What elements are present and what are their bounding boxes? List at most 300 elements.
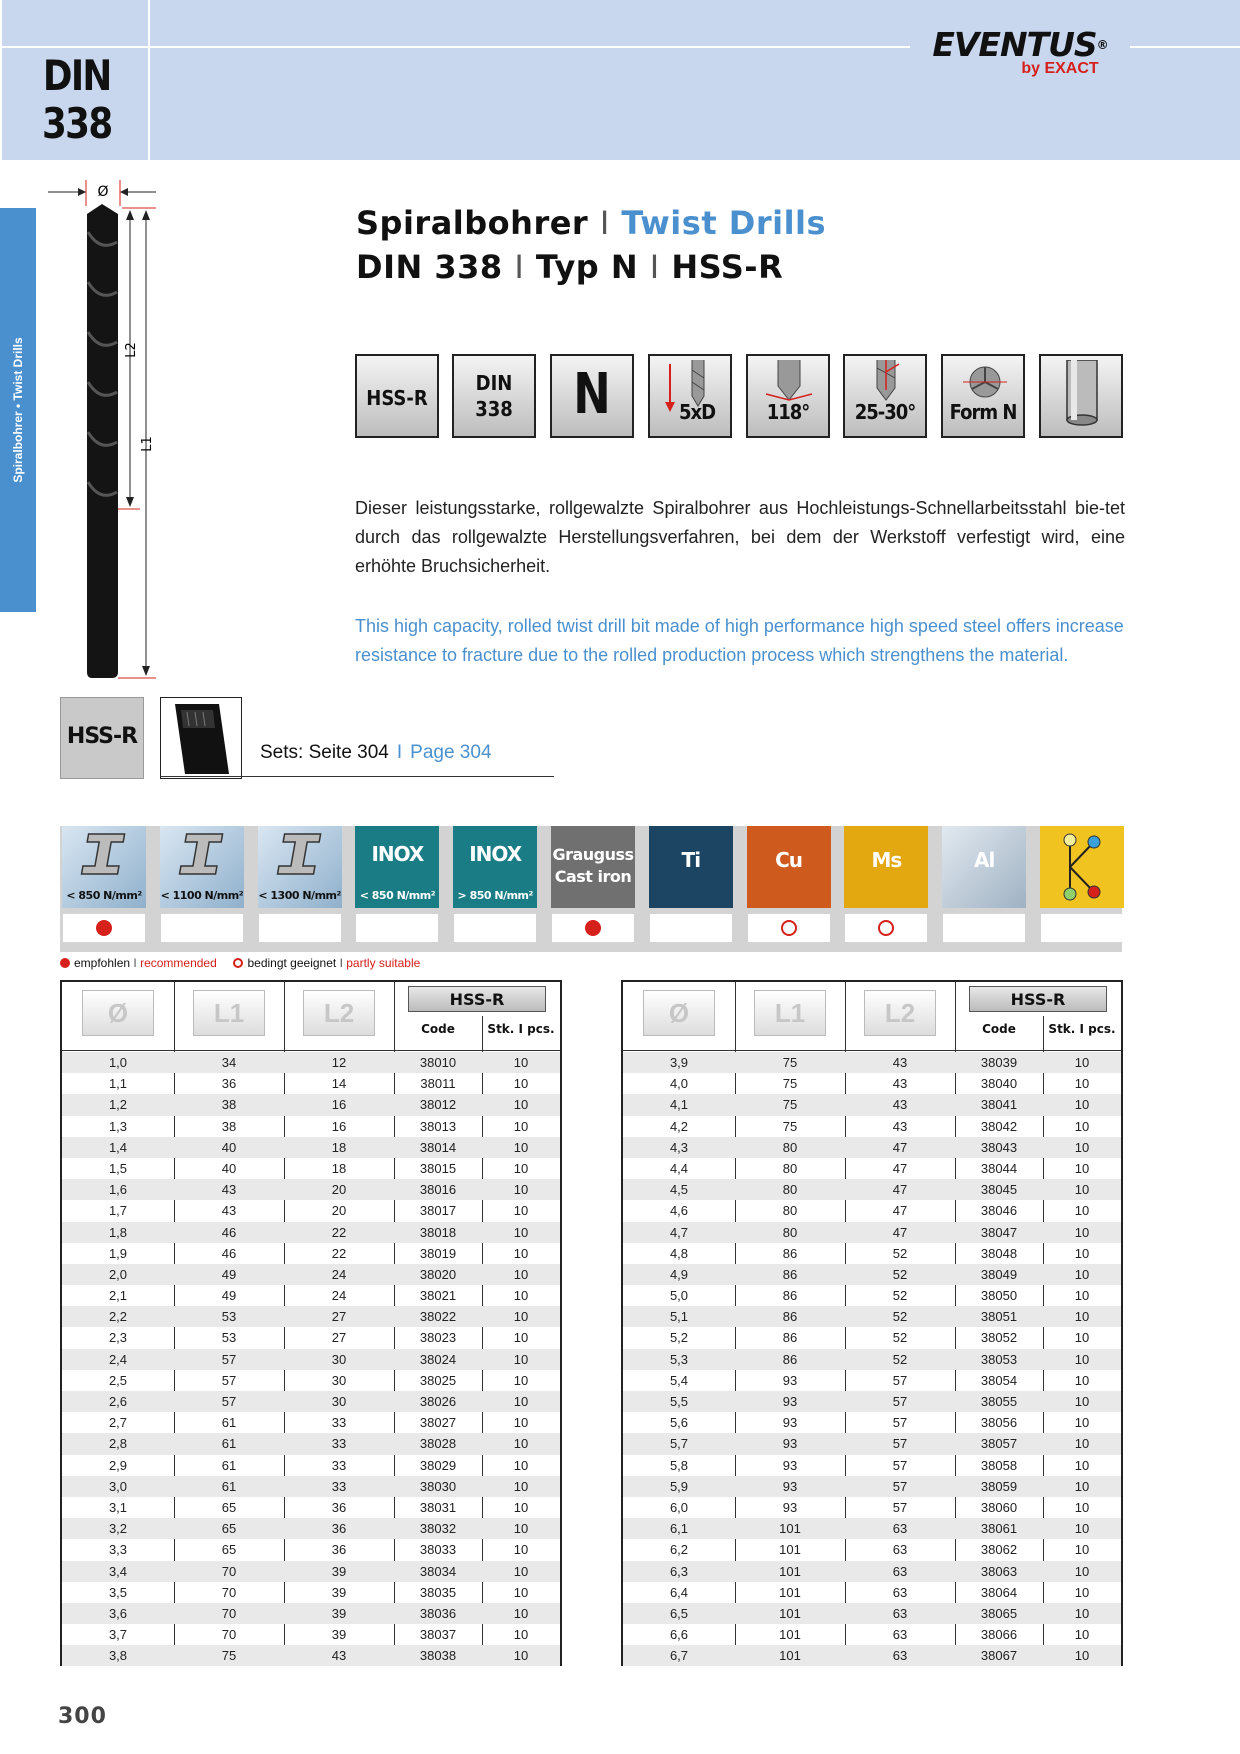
col-diameter-cell: 1,3: [108, 1118, 128, 1134]
col-diameter-label: Ø: [643, 990, 715, 1036]
col-pcs-cell: 10: [513, 1055, 529, 1070]
col-code-cell: 38048: [980, 1245, 1018, 1261]
col-l2-label: L2: [303, 990, 375, 1036]
l1-label: L1: [140, 436, 155, 452]
col-diameter-cell: 4,0: [669, 1076, 689, 1092]
col-pcs-cell: 10: [1074, 1563, 1090, 1579]
col-l1-cell: 36: [221, 1076, 237, 1092]
col-l2-cell: 63: [892, 1648, 908, 1664]
col-l2-cell: 14: [331, 1076, 347, 1092]
col-l2-cell: 57: [892, 1415, 908, 1431]
col-diameter-cell: 4,1: [669, 1097, 689, 1113]
col-l1-cell: 93: [782, 1394, 798, 1409]
col-diameter-cell: 3,8: [108, 1648, 128, 1664]
col-l1-cell: 75: [782, 1055, 798, 1070]
col-l1-cell: 53: [221, 1309, 237, 1325]
col-l2-cell: 20: [331, 1203, 347, 1219]
col-l2-cell: 63: [892, 1542, 908, 1558]
col-code-cell: 38014: [419, 1139, 457, 1155]
col-pcs-cell: 10: [513, 1394, 529, 1409]
col-pcs-cell: 10: [513, 1182, 529, 1198]
col-pcs-cell: 10: [1074, 1139, 1090, 1155]
col-code-cell: 38029: [419, 1457, 457, 1473]
col-pcs-cell: 10: [1074, 1372, 1090, 1388]
col-l1-cell: 80: [782, 1139, 798, 1155]
col-diameter-header: [623, 982, 735, 1052]
col-code-cell: 38044: [980, 1160, 1018, 1176]
partly-ring-icon: [233, 958, 243, 968]
table-row: [623, 1455, 1121, 1476]
col-l1-cell: 43: [221, 1182, 237, 1198]
material-strength: < 1300 N/mm²: [258, 889, 341, 902]
table-row: [62, 1561, 560, 1582]
col-l1-cell: 75: [782, 1097, 798, 1113]
icon-shank: [1039, 354, 1123, 438]
col-diameter-cell: 4,8: [669, 1245, 689, 1261]
col-l2-cell: 22: [331, 1245, 347, 1261]
col-l1-cell: 70: [221, 1627, 237, 1643]
partly-suitable-ring-icon: [781, 920, 797, 936]
col-code-cell: 38010: [419, 1055, 457, 1070]
col-l1-cell: 40: [221, 1139, 237, 1155]
material-strength: < 850 N/mm²: [359, 889, 436, 902]
steel-beam-icon: [258, 826, 342, 886]
icon-form-n-label: Form N: [949, 400, 1017, 424]
col-l1-cell: 65: [221, 1499, 237, 1515]
steel-beam-icon: [160, 826, 244, 886]
col-pcs-cell: 10: [1074, 1288, 1090, 1304]
col-code-cell: 38022: [419, 1309, 457, 1325]
col-l2-cell: 52: [892, 1309, 908, 1325]
table-row: [62, 1158, 560, 1179]
icon-form-n: [941, 354, 1025, 438]
col-l2-cell: 52: [892, 1330, 908, 1346]
table-row: [623, 1370, 1121, 1391]
col-code-cell: 38012: [419, 1097, 457, 1113]
col-l1-cell: 86: [782, 1351, 798, 1367]
col-code-cell: 38013: [419, 1118, 457, 1134]
col-l1-cell: 93: [782, 1436, 798, 1452]
col-code-cell: 38042: [980, 1118, 1018, 1134]
col-diameter-cell: 3,4: [108, 1563, 128, 1579]
col-l2-cell: 57: [892, 1394, 908, 1409]
col-l2-cell: 63: [892, 1605, 908, 1621]
col-code-cell: 38040: [980, 1076, 1018, 1092]
col-pcs-cell: 10: [1074, 1584, 1090, 1600]
legend-sep2: I: [339, 956, 343, 970]
col-diameter-cell: 5,2: [669, 1330, 689, 1346]
material-label: Ms: [871, 848, 902, 872]
col-pcs-cell: 10: [513, 1245, 529, 1261]
table-row: [623, 1094, 1121, 1115]
col-pcs-cell: 10: [1074, 1648, 1090, 1664]
col-code-cell: 38037: [419, 1627, 457, 1643]
table-row: [623, 1264, 1121, 1285]
helix-angle-icon: [855, 360, 917, 404]
col-diameter-cell: 3,9: [669, 1055, 689, 1070]
plastics-molecule-icon: [1040, 826, 1124, 908]
col-diameter-cell: 5,9: [669, 1478, 689, 1494]
icon-type-n: [550, 354, 634, 438]
col-code-cell: 38038: [419, 1648, 457, 1664]
form-n-icon: [959, 360, 1009, 400]
title-line1: [356, 204, 826, 242]
col-code-cell: 38018: [419, 1224, 457, 1240]
drill-set-image: [160, 697, 242, 779]
suitability-cell: [63, 914, 145, 942]
table-row: [623, 1518, 1121, 1539]
title-line2: [356, 248, 783, 286]
table-row: [62, 1476, 560, 1497]
col-l2-cell: 39: [331, 1584, 347, 1600]
table-row: [62, 1370, 560, 1391]
col-l2-cell: 33: [331, 1415, 347, 1431]
table-row: [623, 1645, 1121, 1666]
col-code-cell: 38039: [980, 1055, 1018, 1070]
icon-point-angle: [746, 354, 830, 438]
col-diameter-cell: 3,6: [108, 1605, 128, 1621]
col-l1-cell: 93: [782, 1457, 798, 1473]
table-row: [62, 1285, 560, 1306]
col-code-cell: 38017: [419, 1203, 457, 1219]
col-code-cell: 38043: [980, 1139, 1018, 1155]
sets-underline: [160, 776, 554, 777]
suitability-cell: [650, 914, 732, 942]
title-sep: I: [599, 204, 610, 242]
col-pcs-cell: 10: [1074, 1542, 1090, 1558]
col-l1-cell: 38: [221, 1097, 237, 1113]
col-l2-cell: 12: [331, 1055, 347, 1070]
table-row: [623, 1116, 1121, 1137]
recommended-dot-icon: [585, 920, 601, 936]
col-l2-cell: 63: [892, 1521, 908, 1537]
col-pcs-cell: 10: [1074, 1309, 1090, 1325]
material-inox-850-below: [355, 826, 439, 908]
col-l2-cell: 27: [331, 1330, 347, 1346]
pcs-label: Stk. I pcs.: [1048, 1022, 1116, 1036]
steel-beam-icon: [62, 826, 146, 886]
header-band: [0, 0, 1240, 160]
icon-din-label: DIN 338: [475, 371, 513, 421]
col-code-cell: 38049: [980, 1266, 1018, 1282]
col-pcs-cell: 10: [513, 1076, 529, 1092]
description-de: Dieser leistungsstarke, rollgewalzte Spiralbohrer aus Hochleistungs-Schnellarbeitsstahl bie-tet durch das rollgewalzte Herstellungsverfahren, bei dem der Werkstoff verfestigt wird, eine erhöhte Bruchsicherheit.: [355, 498, 1125, 576]
col-diameter-cell: 2,3: [108, 1330, 128, 1346]
drill-case-icon: [161, 698, 241, 778]
col-l1-cell: 101: [779, 1563, 801, 1579]
icon-type-n-label: N: [573, 362, 611, 427]
icon-depth-5xd: [648, 354, 732, 438]
col-l1-cell: 46: [221, 1224, 237, 1240]
col-l1-cell: 65: [221, 1542, 237, 1558]
recommended-dot-icon: [96, 920, 112, 936]
col-l2-cell: 24: [331, 1266, 347, 1282]
col-l2-cell: 39: [331, 1563, 347, 1579]
col-pcs-cell: 10: [1074, 1224, 1090, 1240]
table-left: [60, 980, 562, 1666]
col-l1-cell: 80: [782, 1224, 798, 1240]
col-l2-header: [284, 982, 394, 1052]
col-diameter-cell: 1,9: [108, 1245, 128, 1261]
table-row: [623, 1222, 1121, 1243]
legend-part-de: bedingt geeignet: [247, 956, 337, 970]
col-l2-cell: 39: [331, 1605, 347, 1621]
col-code-cell: 38019: [419, 1245, 457, 1261]
col-code-cell: 38026: [419, 1394, 457, 1409]
table-row: [62, 1539, 560, 1560]
col-code-cell: 38034: [419, 1563, 457, 1579]
col-pcs-cell: 10: [513, 1542, 529, 1558]
table-row: [623, 1539, 1121, 1560]
col-l1-cell: 80: [782, 1182, 798, 1198]
material-label: Ti: [681, 848, 701, 872]
col-diameter-cell: 1,2: [108, 1097, 128, 1113]
sets-reference[interactable]: [260, 742, 492, 764]
eventus-logo: [910, 25, 1130, 77]
din-line1: DIN: [42, 51, 111, 100]
col-code-cell: 38062: [980, 1542, 1018, 1558]
suitability-cell: [552, 914, 634, 942]
col-l1-cell: 57: [221, 1394, 237, 1409]
col-diameter-cell: 1,6: [108, 1182, 128, 1198]
col-l1-cell: 93: [782, 1372, 798, 1388]
col-diameter-cell: 1,5: [108, 1160, 128, 1176]
col-diameter-cell: 1,7: [108, 1203, 128, 1219]
col-diameter-label: Ø: [82, 990, 154, 1036]
col-l2-cell: 52: [892, 1288, 908, 1304]
col-pcs-cell: 10: [513, 1436, 529, 1452]
logo-registered: ®: [1096, 38, 1108, 52]
col-pcs-cell: 10: [513, 1415, 529, 1431]
col-l2-cell: 57: [892, 1457, 908, 1473]
col-diameter-cell: 4,6: [669, 1203, 689, 1219]
table-row: [623, 1137, 1121, 1158]
table-row: [623, 1349, 1121, 1370]
table-row: [62, 1349, 560, 1370]
col-diameter-cell: 6,1: [669, 1521, 689, 1537]
col-l2-cell: 24: [331, 1288, 347, 1304]
table-row: [623, 1243, 1121, 1264]
table-row: [62, 1624, 560, 1645]
col-l2-cell: 36: [331, 1542, 347, 1558]
pcs-label: Stk. I pcs.: [487, 1022, 555, 1036]
col-l1-cell: 93: [782, 1415, 798, 1431]
col-l2-header: [845, 982, 955, 1052]
material-brass: [844, 826, 928, 908]
col-pcs-cell: 10: [513, 1203, 529, 1219]
col-pcs-cell: 10: [1074, 1266, 1090, 1282]
col-diameter-cell: 3,5: [108, 1584, 128, 1600]
col-pcs-cell: 10: [513, 1118, 529, 1134]
col-l2-cell: 16: [331, 1097, 347, 1113]
col-l1-cell: 49: [221, 1288, 237, 1304]
col-l1-cell: 75: [782, 1118, 798, 1134]
table-row: [623, 1433, 1121, 1454]
table-row: [623, 1052, 1121, 1073]
col-l2-cell: 39: [331, 1627, 347, 1643]
col-diameter-cell: 3,0: [108, 1478, 128, 1494]
col-diameter-cell: 1,8: [108, 1224, 128, 1240]
col-pcs-cell: 10: [513, 1139, 529, 1155]
material-titanium: [649, 826, 733, 908]
col-diameter-cell: 6,5: [669, 1605, 689, 1621]
col-diameter-cell: 5,7: [669, 1436, 689, 1452]
sets-hss-badge: HSS-R: [60, 697, 144, 779]
col-l1-cell: 61: [221, 1457, 237, 1473]
table-row: [623, 1624, 1121, 1645]
table-row: [623, 1327, 1121, 1348]
col-code-cell: 38032: [419, 1521, 457, 1537]
sidebar-label: Spiralbohrer • Twist Drills: [11, 337, 25, 483]
col-l2-cell: 27: [331, 1309, 347, 1325]
suitability-cell: [1041, 914, 1123, 942]
diameter-label: Ø: [97, 184, 109, 200]
col-pcs-cell: 10: [513, 1627, 529, 1643]
table-row: [62, 1116, 560, 1137]
material-label-de: Grauguss: [552, 845, 634, 864]
col-l2-cell: 18: [331, 1160, 347, 1176]
col-l2-cell: 30: [331, 1372, 347, 1388]
hss-r-header: [955, 986, 1121, 1046]
col-l2-cell: 36: [331, 1499, 347, 1515]
col-l1-cell: 101: [779, 1542, 801, 1558]
cylindrical-shank-icon: [1061, 360, 1105, 432]
col-diameter-cell: 5,5: [669, 1394, 689, 1409]
col-code-cell: 38064: [980, 1584, 1018, 1600]
din-badge: [30, 52, 124, 148]
col-l2-cell: 22: [331, 1224, 347, 1240]
col-pcs-cell: 10: [513, 1499, 529, 1515]
suitability-cell: [845, 914, 927, 942]
hss-r-label: HSS-R: [408, 986, 546, 1012]
col-diameter-cell: 2,4: [108, 1351, 128, 1367]
col-l2-cell: 52: [892, 1351, 908, 1367]
col-code-cell: 38054: [980, 1372, 1018, 1388]
col-code-cell: 38056: [980, 1415, 1018, 1431]
col-pcs-cell: 10: [513, 1309, 529, 1325]
sets-text-en: Page 304: [410, 742, 492, 763]
material-steel-1300: [258, 826, 342, 908]
table-row: [623, 1073, 1121, 1094]
suitability-cell: [356, 914, 438, 942]
hss-r-label: HSS-R: [969, 986, 1107, 1012]
code-label: Code: [421, 1022, 455, 1036]
col-l1-cell: 70: [221, 1605, 237, 1621]
col-l2-cell: 43: [892, 1055, 908, 1070]
col-l1-cell: 34: [221, 1055, 237, 1070]
col-l2-cell: 30: [331, 1394, 347, 1409]
table-row: [62, 1412, 560, 1433]
col-code-cell: 38055: [980, 1394, 1018, 1409]
col-l2-label: L2: [864, 990, 936, 1036]
col-l2-cell: 33: [331, 1478, 347, 1494]
col-diameter-cell: 4,3: [669, 1139, 689, 1155]
table-row: [62, 1222, 560, 1243]
col-diameter-cell: 3,1: [108, 1499, 128, 1515]
col-l2-cell: 20: [331, 1182, 347, 1198]
col-l1-cell: 61: [221, 1478, 237, 1494]
col-l1-cell: 86: [782, 1309, 798, 1325]
col-code-cell: 38059: [980, 1478, 1018, 1494]
col-diameter-cell: 2,1: [108, 1288, 128, 1304]
col-l2-cell: 33: [331, 1457, 347, 1473]
suitability-cell: [943, 914, 1025, 942]
col-pcs-cell: 10: [1074, 1097, 1090, 1113]
col-pcs-cell: 10: [1074, 1203, 1090, 1219]
col-code-cell: 38025: [419, 1372, 457, 1388]
table-row: [623, 1391, 1121, 1412]
material-strength: > 850 N/mm²: [457, 889, 533, 902]
col-l1-cell: 101: [779, 1584, 801, 1600]
table-row: [623, 1582, 1121, 1603]
material-strength: < 850 N/mm²: [66, 889, 142, 902]
material-legend: [60, 956, 420, 970]
col-l1-cell: 86: [782, 1330, 798, 1346]
l2-label: L2: [124, 342, 139, 358]
col-code-cell: 38023: [419, 1330, 457, 1346]
col-l2-cell: 57: [892, 1499, 908, 1515]
point-angle-icon: [758, 360, 820, 404]
col-l1-cell: 70: [221, 1563, 237, 1579]
table-row: [62, 1497, 560, 1518]
material-label: Cu: [775, 848, 803, 872]
table-row: [62, 1073, 560, 1094]
col-diameter-cell: 6,7: [669, 1648, 689, 1664]
col-diameter-cell: 5,3: [669, 1351, 689, 1367]
icon-helix-angle: [843, 354, 927, 438]
table-row: [62, 1306, 560, 1327]
suitability-cell: [161, 914, 243, 942]
table-row: [623, 1476, 1121, 1497]
col-pcs-cell: 10: [513, 1160, 529, 1176]
col-l1-cell: 43: [221, 1203, 237, 1219]
col-pcs-cell: 10: [1074, 1330, 1090, 1346]
col-code-cell: 38046: [980, 1203, 1018, 1219]
col-diameter-cell: 1,0: [108, 1055, 128, 1070]
col-diameter-cell: 4,9: [669, 1266, 689, 1282]
col-diameter-cell: 2,5: [108, 1372, 128, 1388]
col-pcs-cell: 10: [513, 1351, 529, 1367]
page-number: 300: [58, 1704, 107, 1729]
logo-sub: by EXACT: [1021, 60, 1099, 77]
col-l1-cell: 101: [779, 1648, 801, 1664]
table-row: [623, 1179, 1121, 1200]
col-pcs-cell: 10: [1074, 1478, 1090, 1494]
material-label: INOX: [371, 842, 424, 866]
col-code-cell: 38067: [980, 1648, 1018, 1664]
col-pcs-cell: 10: [513, 1288, 529, 1304]
material-strength: < 1100 N/mm²: [160, 889, 244, 902]
col-l1-cell: 101: [779, 1627, 801, 1643]
col-code-cell: 38030: [419, 1478, 457, 1494]
col-l1-cell: 80: [782, 1203, 798, 1219]
sets-sep: I: [396, 742, 403, 763]
table-row: [62, 1052, 560, 1073]
table-row: [62, 1243, 560, 1264]
col-l2-cell: 57: [892, 1436, 908, 1452]
col-code-cell: 38024: [419, 1351, 457, 1367]
col-l2-cell: 63: [892, 1563, 908, 1579]
col-diameter-cell: 6,2: [669, 1542, 689, 1558]
col-pcs-cell: 10: [1074, 1245, 1090, 1261]
col-code-cell: 38015: [419, 1160, 457, 1176]
legend-rec-de: empfohlen: [74, 956, 131, 970]
col-l2-cell: 43: [892, 1097, 908, 1113]
col-diameter-header: [62, 982, 174, 1052]
col-pcs-cell: 10: [1074, 1160, 1090, 1176]
col-pcs-cell: 10: [1074, 1521, 1090, 1537]
table-row: [62, 1645, 560, 1666]
